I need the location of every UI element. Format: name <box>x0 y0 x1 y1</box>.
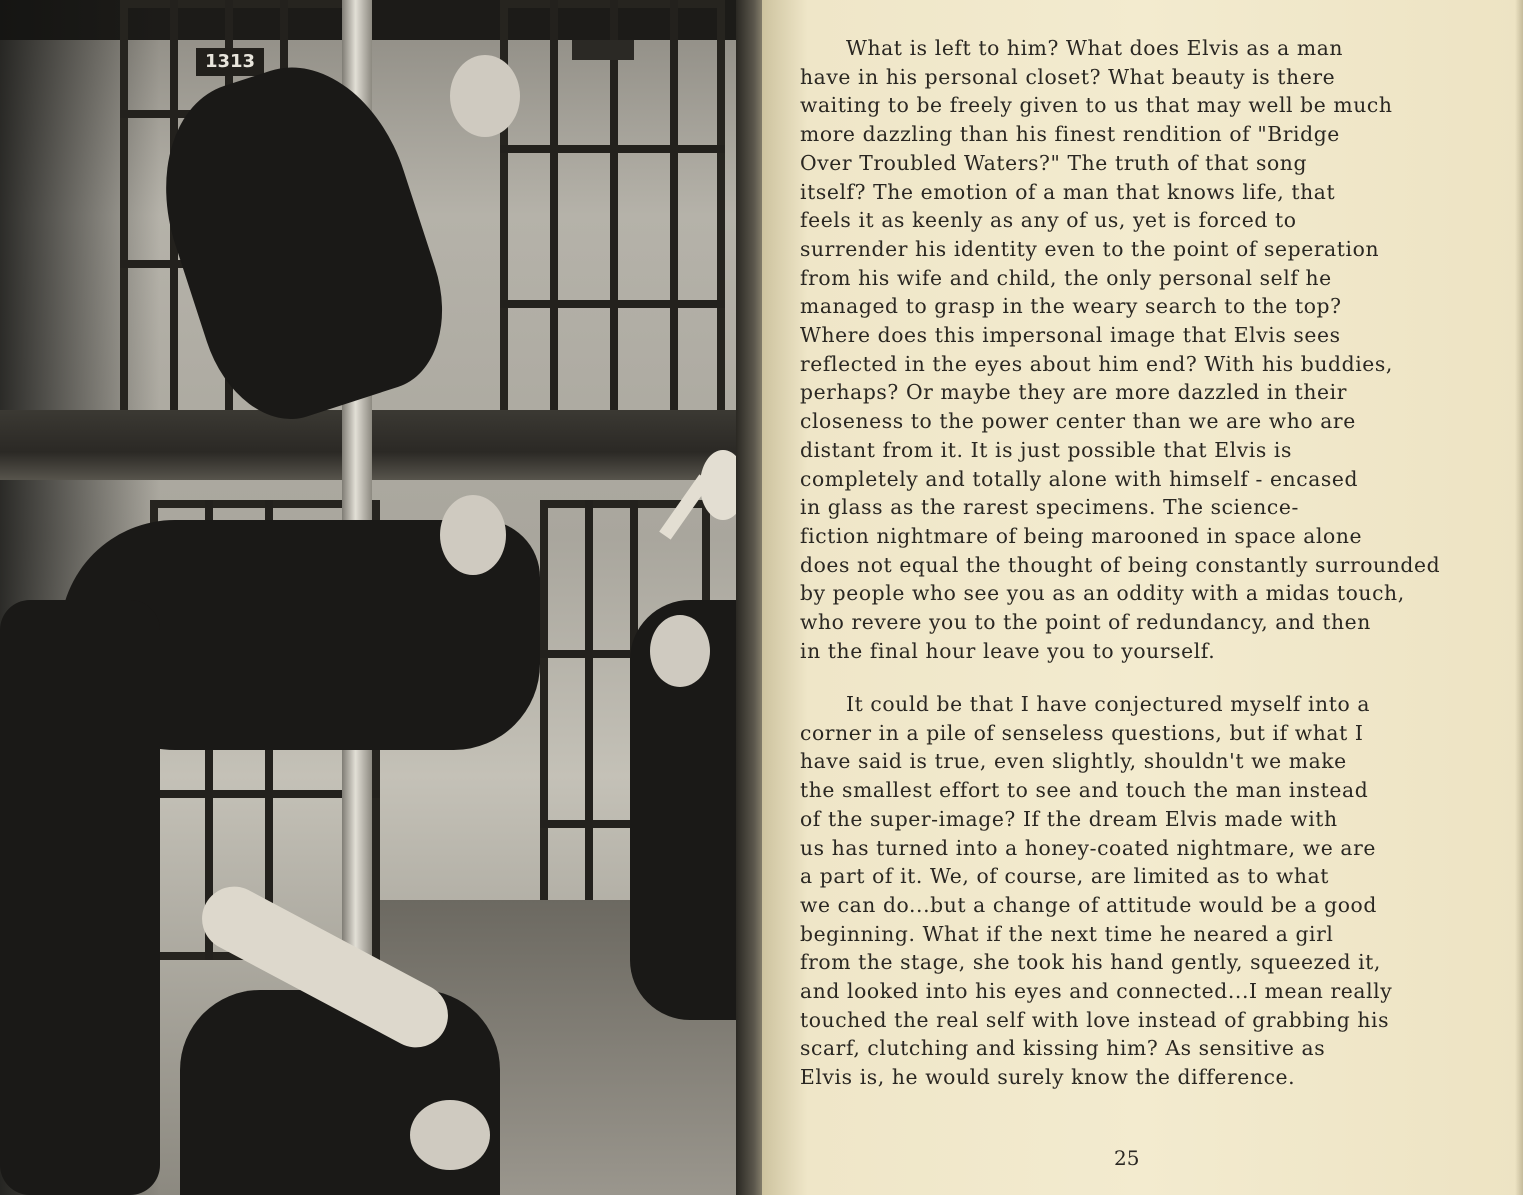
text-line: who revere you to the point of redundancy, and then <box>800 610 1371 635</box>
text-line: does not equal the thought of being constantly surrounded <box>800 552 1441 577</box>
text-line: of the super-image? If the dream Elvis made with <box>800 806 1338 831</box>
text-line: touched the real self with love instead of grabbing his <box>800 1007 1390 1032</box>
text-line: itself? The emotion of a man that knows life, that <box>800 179 1336 204</box>
trumpet-player-face <box>650 615 710 687</box>
text-line: have in his personal closet? What beauty is there <box>800 64 1336 89</box>
text-line: Where does this impersonal image that Elvis sees <box>800 323 1341 348</box>
page-edge-shadow <box>1515 0 1523 1195</box>
text-line: from his wife and child, the only personal self he <box>800 265 1332 290</box>
cell-bar <box>610 0 618 420</box>
text-line: completely and totally alone with himself - encased <box>800 466 1359 491</box>
text-line: distant from it. It is just possible that Elvis is <box>800 437 1293 462</box>
page-number: 25 <box>1114 1146 1140 1170</box>
text-page <box>762 0 1523 1195</box>
text-line: surrender his identity even to the point of seperation <box>800 236 1380 261</box>
dancer-top-face <box>450 55 520 137</box>
text-line: a part of it. We, of course, are limited as to what <box>800 864 1330 889</box>
cell-number-plate: 1313 <box>196 48 264 76</box>
text-line: Elvis is, he would surely know the difference. <box>800 1065 1296 1090</box>
text-line: feels it as keenly as any of us, yet is forced to <box>800 208 1297 233</box>
text-line: in the final hour leave you to yourself. <box>800 638 1216 663</box>
text-line: the smallest effort to see and touch the man instead <box>800 778 1369 803</box>
paragraph-2 <box>800 690 1520 1092</box>
text-line: waiting to be freely given to us that may well be much <box>800 93 1393 118</box>
cell-bar <box>670 0 678 420</box>
bottom-musician-face <box>410 1100 490 1170</box>
text-line: from the stage, she took his hand gently, squeezed it, <box>800 950 1381 975</box>
left-dancer-figure <box>0 600 160 1195</box>
text-line: we can do...but a change of attitude would be a good <box>800 892 1377 917</box>
cell-number-plate-2 <box>572 40 634 60</box>
text-line: reflected in the eyes about him end? With his buddies, <box>800 351 1393 376</box>
text-line: closeness to the power center than we are who are <box>800 409 1356 434</box>
text-line: have said is true, even slightly, shouldn't we make <box>800 749 1347 774</box>
prison-walkway <box>0 410 748 480</box>
text-line: It could be that I have conjectured myself into a <box>846 692 1371 716</box>
text-line: more dazzling than his finest rendition of "Bridge <box>800 122 1340 147</box>
text-line: corner in a pile of senseless questions, but if what I <box>800 720 1364 745</box>
text-line: us has turned into a honey-coated nightmare, we are <box>800 835 1376 860</box>
text-line: scarf, clutching and kissing him? As sensitive as <box>800 1036 1326 1061</box>
text-line: fiction nightmare of being marooned in space alone <box>800 523 1363 548</box>
photo-page <box>0 0 748 1195</box>
text-line: in glass as the rarest specimens. The science- <box>800 495 1299 520</box>
elvis-face <box>440 495 506 575</box>
text-line: and looked into his eyes and connected...I mean really <box>800 979 1393 1004</box>
text-line: managed to grasp in the weary search to the top? <box>800 294 1342 319</box>
text-line: beginning. What if the next time he neared a girl <box>800 921 1334 946</box>
text-line: Over Troubled Waters?" The truth of that song <box>800 150 1308 175</box>
cell-shelf <box>500 145 725 153</box>
cell-bar <box>550 0 558 420</box>
cell-shelf <box>500 300 725 308</box>
text-line: What is left to him? What does Elvis as a man <box>846 36 1344 60</box>
text-line: perhaps? Or maybe they are more dazzled in their <box>800 380 1348 405</box>
text-line: by people who see you as an oddity with a midas touch, <box>800 581 1405 606</box>
paragraph-1 <box>800 34 1520 665</box>
